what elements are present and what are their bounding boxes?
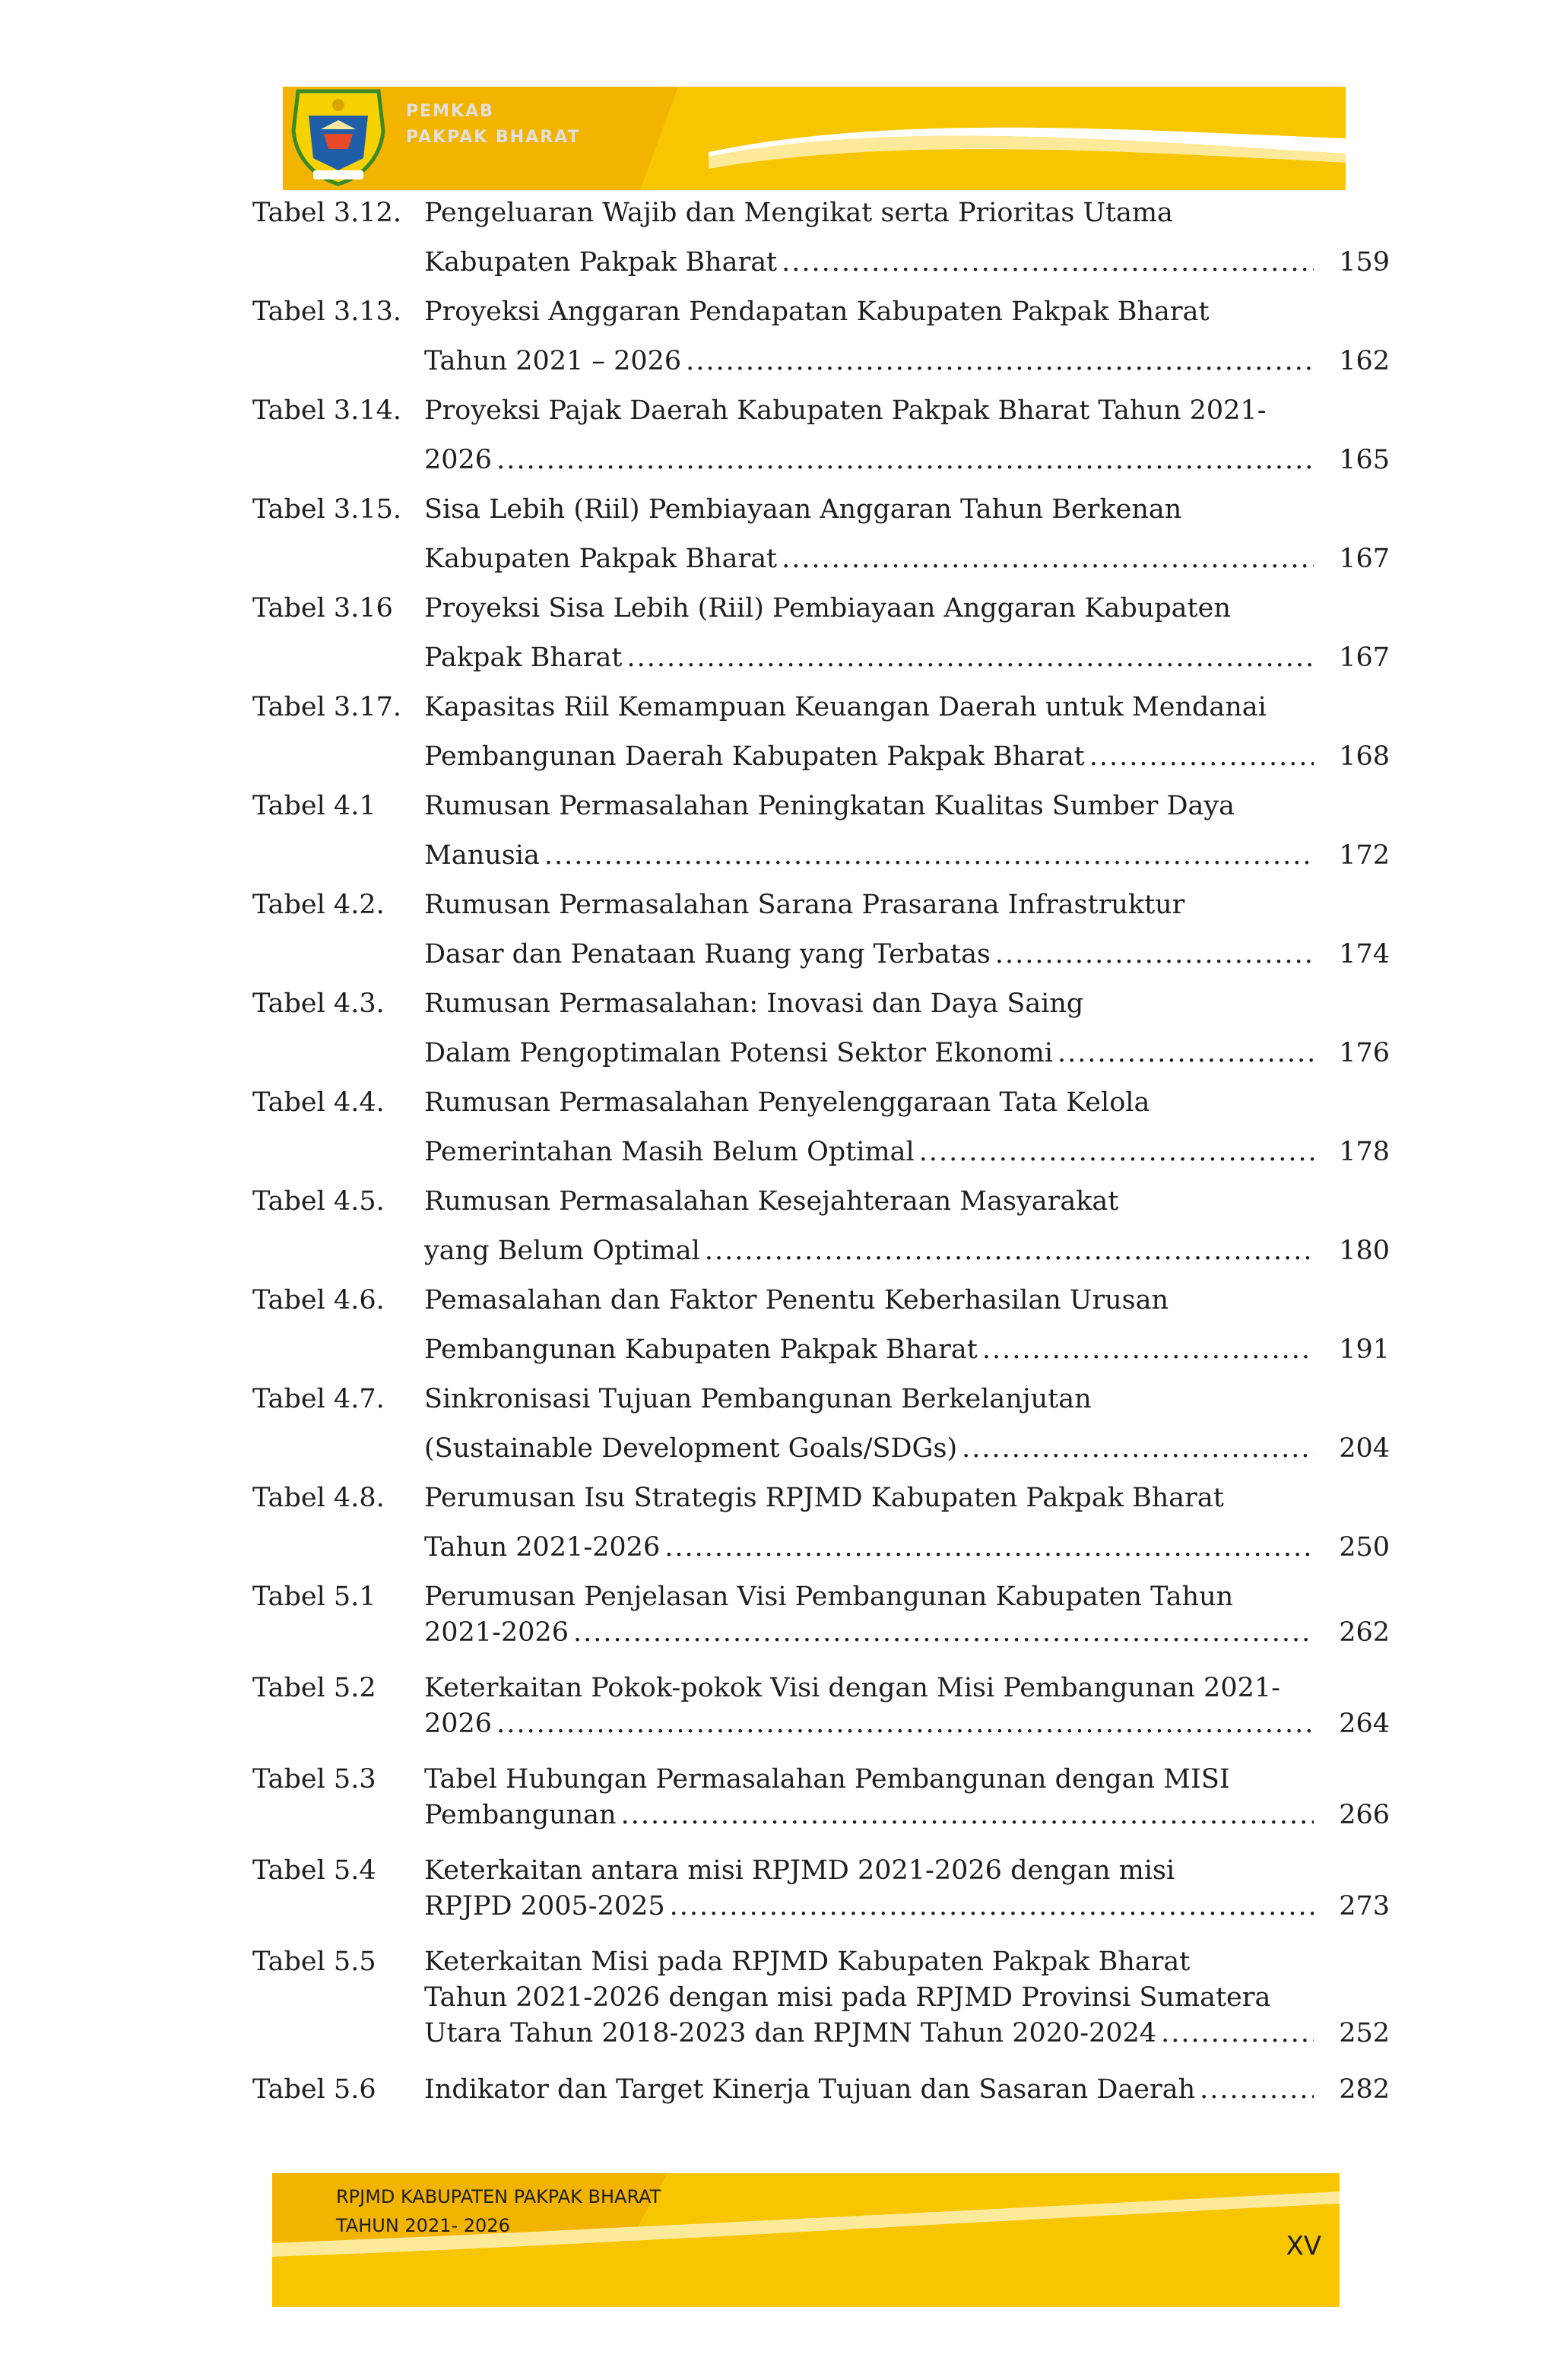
entry-title-line: RPJPD 2005-2025 [424,1891,665,1921]
entry-number: Tabel 5.6 [252,2074,376,2105]
entry-page-number: 204 [1339,1433,1390,1464]
entry-page-number: 162 [1339,346,1390,376]
entry-number: Tabel 3.15. [252,494,401,525]
page-number: XV [1286,2231,1321,2261]
entry-title-line: 2026 [424,1709,493,1739]
entry-title-line: Kabupaten Pakpak Bharat [424,544,778,574]
entry-number: Tabel 5.1 [252,1582,376,1612]
entry-leader-line [424,1709,1314,1739]
entry-page-number: 252 [1339,2018,1390,2048]
entry-title-line: Keterkaitan Pokok-pokok Visi dengan Misi Pembangunan 2021- [424,1673,1280,1703]
entry-page-number: 191 [1339,1334,1390,1365]
entry-title-line: Dasar dan Penataan Ruang yang Terbatas [424,939,991,969]
entry-title-line: Indikator dan Target Kinerja Tujuan dan Sasaran Daerah [424,2074,1196,2105]
entry-page-number: 176 [1339,1038,1390,1068]
footer-line-2: TAHUN 2021- 2026 [336,2215,510,2236]
entry-number: Tabel 5.3 [252,1764,376,1795]
entry-number: Tabel 3.12. [252,198,401,228]
entry-page-number: 167 [1339,643,1390,673]
entry-title-line: Rumusan Permasalahan Peningkatan Kualitas Sumber Daya [424,791,1235,821]
entry-leader-line [424,1038,1314,1068]
entry-title-line: Tabel Hubungan Permasalahan Pembangunan dengan MISI [424,1764,1230,1795]
entry-title-line: Kapasitas Riil Kemampuan Keuangan Daerah untuk Mendanai [424,692,1267,722]
header-line-1: PEMKAB [406,102,494,121]
entry-leader-line [424,1137,1314,1167]
entry-number: Tabel 4.5. [252,1186,385,1217]
entry-title-line: Kabupaten Pakpak Bharat [424,247,778,278]
entry-leader-line [424,840,1314,871]
entry-title-line: Pemasalahan dan Faktor Penentu Keberhasilan Urusan [424,1285,1169,1315]
entry-title-line: Tahun 2021 – 2026 [424,346,682,376]
entry-title-line: 2021-2026 [424,1617,569,1648]
entry-title-line: Pembangunan Kabupaten Pakpak Bharat [424,1334,978,1365]
entry-number: Tabel 4.4. [252,1087,385,1118]
entry-title-line: Pengeluaran Wajib dan Mengikat serta Prioritas Utama [424,198,1173,228]
entry-leader-line [424,2074,1314,2105]
entry-number: Tabel 4.6. [252,1285,385,1315]
entry-page-number: 167 [1339,544,1390,574]
entry-title-line: Proyeksi Pajak Daerah Kabupaten Pakpak Bharat Tahun 2021- [424,395,1267,426]
entry-number: Tabel 4.3. [252,988,385,1019]
entry-page-number: 168 [1339,741,1390,772]
entry-leader-line [424,544,1314,574]
entry-title-line: Pemerintahan Masih Belum Optimal [424,1137,915,1167]
entry-leader-line [424,247,1314,278]
entry-title-line: Rumusan Permasalahan: Inovasi dan Daya Saing [424,988,1084,1019]
entry-title-line: Tahun 2021-2026 [424,1532,661,1563]
entry-number: Tabel 5.4 [252,1855,376,1886]
entry-leader-line [424,939,1314,969]
entry-title-line: Perumusan Penjelasan Visi Pembangunan Kabupaten Tahun [424,1582,1234,1612]
entry-page-number: 172 [1339,840,1390,871]
entry-leader-line [424,1617,1314,1648]
entry-leader-line [424,445,1314,475]
entry-number: Tabel 3.13. [252,297,401,327]
entry-number: Tabel 3.17. [252,692,401,722]
entry-leader-line [424,2018,1314,2048]
entry-page-number: 250 [1339,1532,1390,1563]
entry-title-line: Keterkaitan antara misi RPJMD 2021-2026 dengan misi [424,1855,1175,1886]
entry-leader-line [424,643,1314,673]
entry-number: Tabel 5.5 [252,1947,376,1977]
entry-page-number: 159 [1339,247,1390,278]
entry-title-line: Sisa Lebih (Riil) Pembiayaan Anggaran Tahun Berkenan [424,494,1182,525]
entry-number: Tabel 4.7. [252,1384,385,1414]
entry-number: Tabel 4.1 [252,791,376,821]
entry-page-number: 273 [1339,1891,1390,1921]
entry-number: Tabel 5.2 [252,1673,376,1703]
entry-leader-line [424,1800,1314,1830]
header-line-2: PAKPAK BHARAT [406,128,581,147]
entry-page-number: 282 [1339,2074,1390,2105]
entry-leader-line [424,741,1314,772]
entry-title-line: Rumusan Permasalahan Sarana Prasarana Infrastruktur [424,890,1185,920]
entry-title-line: Pakpak Bharat [424,643,623,673]
entry-page-number: 178 [1339,1137,1390,1167]
entry-leader-line [424,1891,1314,1921]
entry-title-line: Manusia [424,840,540,871]
entry-leader-line [424,1532,1314,1563]
entry-title-line: yang Belum Optimal [424,1236,700,1266]
entry-number: Tabel 4.8. [252,1483,385,1513]
entry-leader-line [424,1334,1314,1365]
entry-page-number: 180 [1339,1236,1390,1266]
entry-page-number: 264 [1339,1709,1390,1739]
entry-page-number: 174 [1339,939,1390,969]
entry-page-number: 266 [1339,1800,1390,1830]
entry-title-line: Proyeksi Anggaran Pendapatan Kabupaten Pakpak Bharat [424,297,1210,327]
entry-number: Tabel 4.2. [252,890,385,920]
entry-title-line: 2026 [424,445,493,475]
entry-leader-line [424,1433,1314,1464]
entry-number: Tabel 3.16 [252,593,393,624]
entry-number: Tabel 3.14. [252,395,401,426]
entry-page-number: 262 [1339,1617,1390,1648]
entry-title-line: Rumusan Permasalahan Kesejahteraan Masyarakat [424,1186,1119,1217]
entry-title-line: Proyeksi Sisa Lebih (Riil) Pembiayaan Anggaran Kabupaten [424,593,1231,624]
entry-title-line: Utara Tahun 2018-2023 dan RPJMN Tahun 2020-2024 [424,2018,1157,2048]
entry-title-line: Pembangunan [424,1800,617,1830]
footer-title [336,2182,661,2240]
entry-title-line: Keterkaitan Misi pada RPJMD Kabupaten Pakpak Bharat [424,1947,1191,1977]
entry-title-line: Sinkronisasi Tujuan Pembangunan Berkelanjutan [424,1384,1092,1414]
entry-leader-line [424,1236,1314,1266]
entry-leader-line [424,346,1314,376]
entry-title-line: Pembangunan Daerah Kabupaten Pakpak Bharat [424,741,1085,772]
entry-title-line: Dalam Pengoptimalan Potensi Sektor Ekonomi [424,1038,1053,1068]
entry-title-line: (Sustainable Development Goals/SDGs) [424,1433,958,1464]
footer-line-1: RPJMD KABUPATEN PAKPAK BHARAT [336,2186,661,2207]
entry-title-line: Rumusan Permasalahan Penyelenggaraan Tata Kelola [424,1087,1150,1118]
entry-page-number: 165 [1339,445,1390,475]
entry-title-line: Tahun 2021-2026 dengan misi pada RPJMD Provinsi Sumatera [424,1982,1271,2013]
entry-title-line: Perumusan Isu Strategis RPJMD Kabupaten Pakpak Bharat [424,1483,1224,1513]
